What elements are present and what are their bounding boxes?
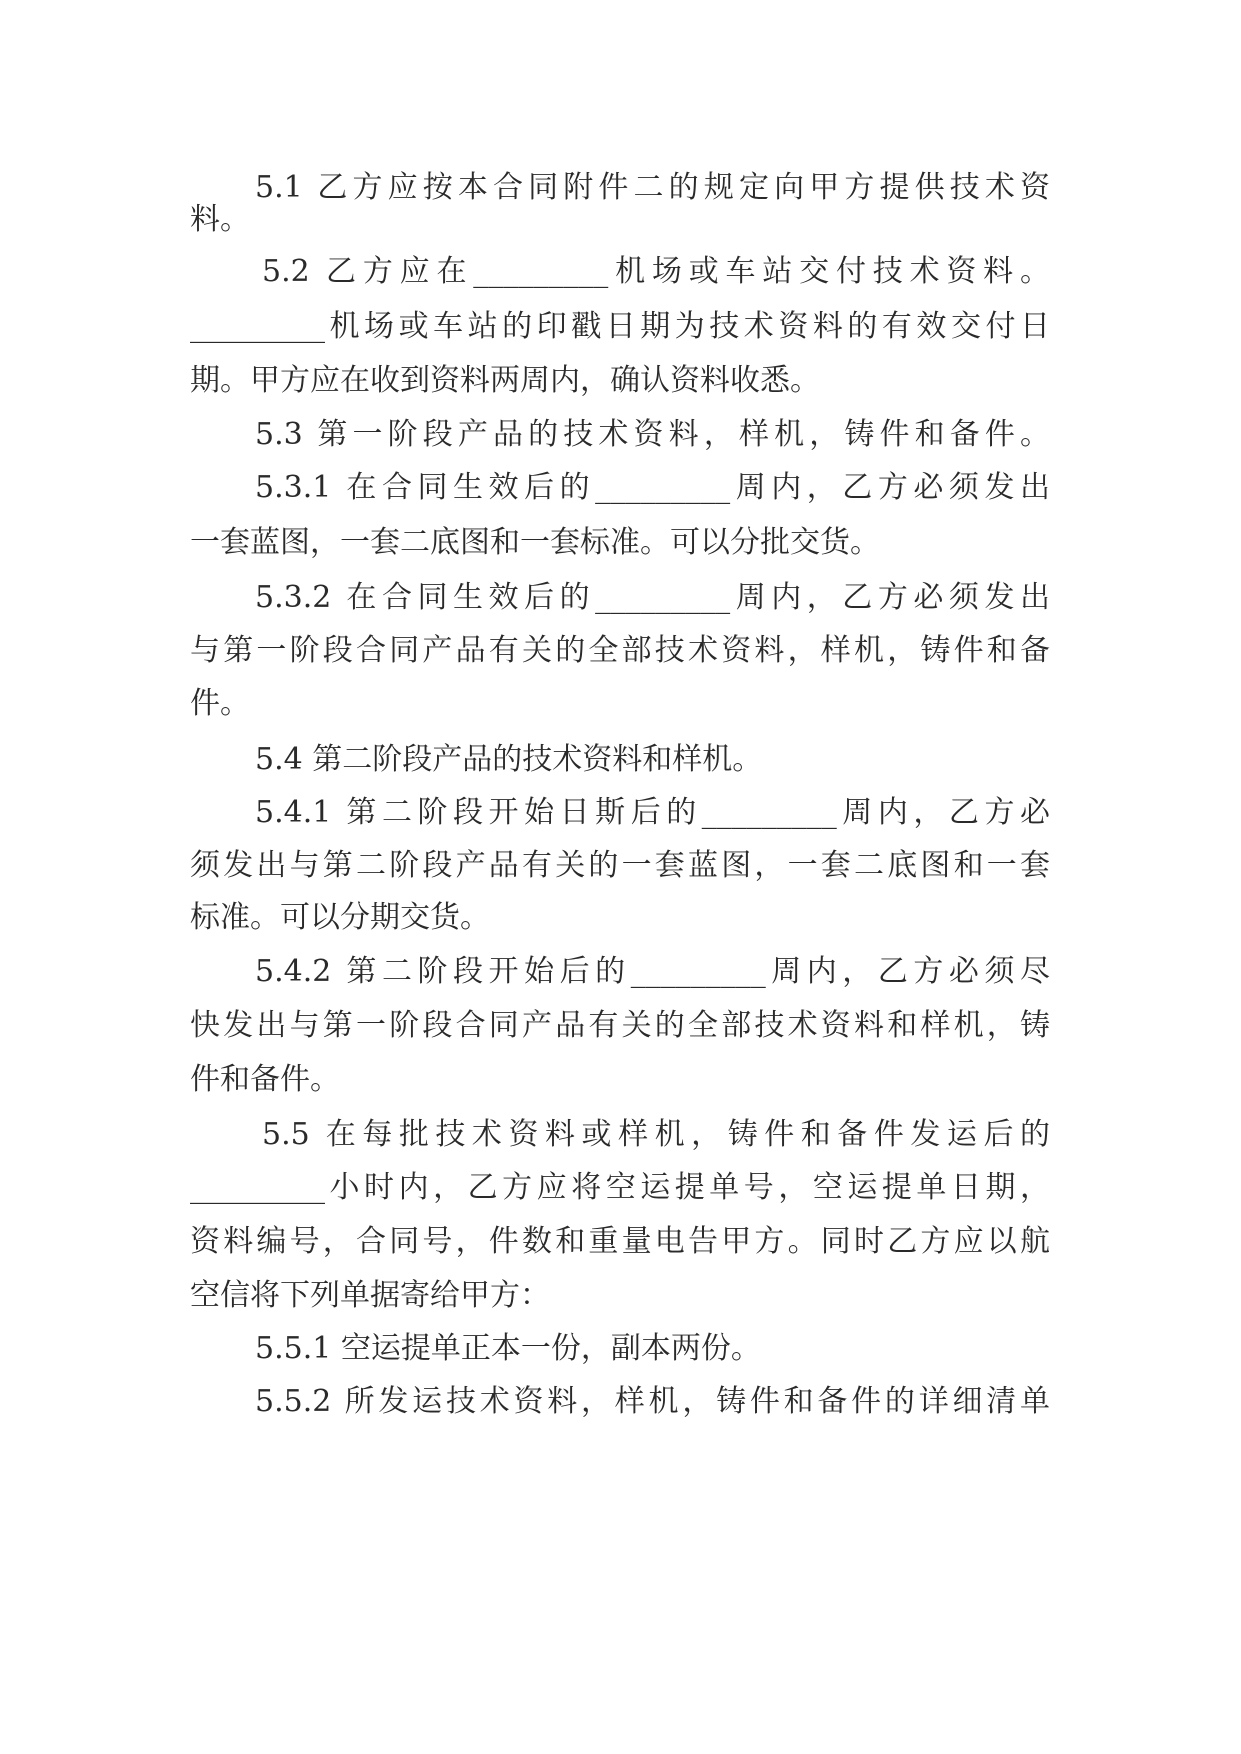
text-line: 与第一阶段合同产品有关的全部技术资料，样机，铸件和备 bbox=[190, 633, 1050, 668]
text-line: 料。 bbox=[190, 202, 250, 237]
text-line: 须发出与第二阶段产品有关的一套蓝图，一套二底图和一套 bbox=[190, 848, 1050, 883]
text-line: 5.4 第二阶段产品的技术资料和样机。 bbox=[255, 742, 763, 777]
text-line: 一套蓝图，一套二底图和一套标准。可以分批交货。 bbox=[190, 525, 880, 560]
text-line: _________小时内，乙方应将空运提单号，空运提单日期， bbox=[190, 1170, 1050, 1205]
text-line: 快发出与第一阶段合同产品有关的全部技术资料和样机，铸 bbox=[190, 1008, 1050, 1043]
text-line: 件和备件。 bbox=[190, 1062, 340, 1097]
text-line: 5.2 乙方应在_________机场或车站交付技术资料。 bbox=[262, 254, 1050, 289]
text-line: _________机场或车站的印戳日期为技术资料的有效交付日 bbox=[190, 309, 1050, 344]
text-line: 期。甲方应在收到资料两周内，确认资料收悉。 bbox=[190, 363, 820, 398]
text-line: 件。 bbox=[190, 686, 250, 721]
text-line: 5.5.2 所发运技术资料，样机，铸件和备件的详细清单 bbox=[255, 1384, 1050, 1419]
text-line: 5.3.2 在合同生效后的_________周内，乙方必须发出 bbox=[255, 580, 1050, 615]
text-line: 5.4.1 第二阶段开始日斯后的_________周内，乙方必 bbox=[255, 795, 1050, 830]
text-line: 5.1 乙方应按本合同附件二的规定向甲方提供技术资 bbox=[255, 170, 1050, 205]
text-line: 资料编号，合同号，件数和重量电告甲方。同时乙方应以航 bbox=[190, 1224, 1050, 1259]
text-line: 5.4.2 第二阶段开始后的_________周内，乙方必须尽 bbox=[255, 954, 1050, 989]
text-line: 5.3 第一阶段产品的技术资料，样机，铸件和备件。 bbox=[255, 417, 1050, 452]
text-line: 标准。可以分期交货。 bbox=[190, 900, 490, 935]
text-line: 空信将下列单据寄给甲方： bbox=[190, 1278, 550, 1313]
text-line: 5.5 在每批技术资料或样机，铸件和备件发运后的 bbox=[262, 1117, 1050, 1152]
text-line: 5.3.1 在合同生效后的_________周内，乙方必须发出 bbox=[255, 470, 1050, 505]
text-line: 5.5.1 空运提单正本一份，副本两份。 bbox=[255, 1331, 761, 1366]
